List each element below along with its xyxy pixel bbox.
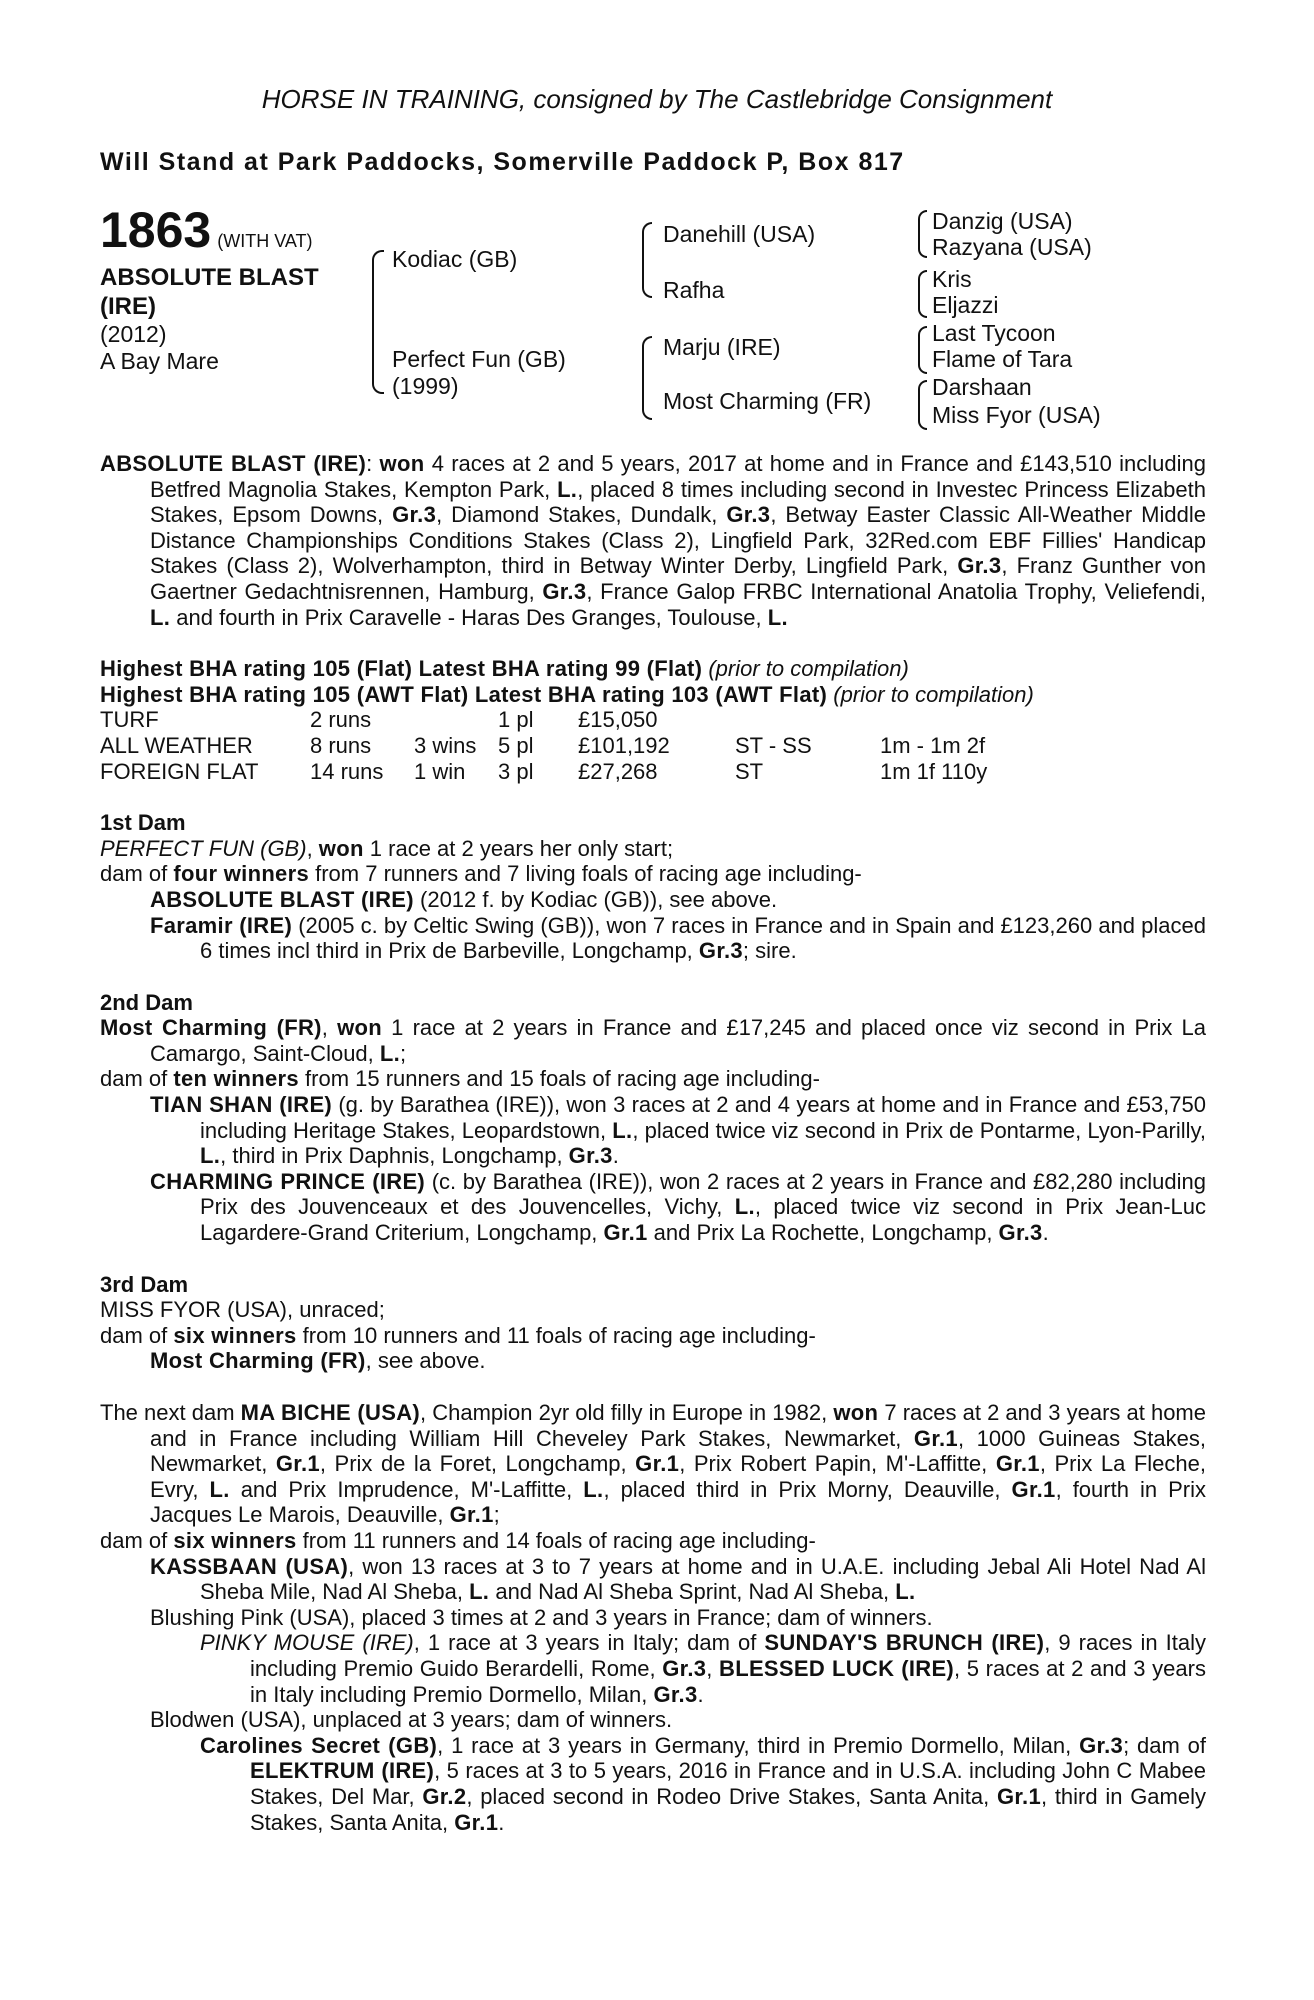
pedigree-bracket — [642, 222, 652, 298]
stand-location: Will Stand at Park Paddocks, Somerville Paddock P, Box 817 — [100, 148, 905, 176]
dam1-offspring: ABSOLUTE BLAST (IRE) (2012 f. by Kodiac (GB)), see above. — [150, 886, 778, 912]
pedigree-bracket — [918, 380, 927, 430]
next-dam-offspring: Blushing Pink (USA), placed 3 times at 2 and 3 years in France; dam of winners. — [150, 1604, 933, 1630]
pedigree-bracket — [642, 336, 652, 420]
dam2-offspring: CHARMING PRINCE (IRE) (c. by Barathea (IRE)), won 2 races at 2 years in France and £82,280 including Prix des Jouvenceaux et des Jouvencelles, Vichy, L., placed twice viz second in Prix Jean-Luc Lagardere-Grand Criterium, Longchamp, Gr.1 and Prix La Rochette, Longchamp, Gr.3. — [150, 1168, 1206, 1246]
pedigree-bracket — [918, 326, 927, 374]
race-record: ABSOLUTE BLAST (IRE): won 4 races at 2 and 5 years, 2017 at home and in France and £143,510 including Betfred Magnolia Stakes, Kempton Park, L., placed 8 times including second in Investec Princess Elizabeth Stakes, Epsom Downs, Gr.3, Diamond Stakes, Dundalk, Gr.3, Betway Easter Classic All-Weather Middle Distance Championships Conditions Stakes (Class 2), Lingfield Park, 32Red.com EBF Fillies' Handicap Stakes (Class 2), Wolverhampton, third in Betway Winter Derby, Lingfield Park, Gr.3, Franz Gunther von Gaertner Gedachtnisrennen, Hamburg, Gr.3, France Galop FRBC International Anatolia Trophy, Veliefendi, L. and fourth in Prix Caravelle - Haras Des Granges, Toulouse, L. — [100, 451, 1206, 630]
pedigree-sire: Kodiac (GB) — [392, 246, 518, 272]
dam2-record: Most Charming (FR), won 1 race at 2 years in France and £17,245 and placed once viz second in Prix La Camargo, Saint-Cloud, L.; — [100, 1015, 1206, 1066]
dam2-offspring: TIAN SHAN (IRE) (g. by Barathea (IRE)), won 3 races at 2 and 4 years at home and in France and £53,750 including Heritage Stakes, Leopardstown, L., placed twice viz second in Prix de Pontarme, Lyon-Parilly, L., third in Prix Daphnis, Longchamp, Gr.3. — [150, 1092, 1207, 1169]
horse-name: ABSOLUTE BLAST (IRE) — [100, 264, 319, 320]
dam1-record: PERFECT FUN (GB), won 1 race at 2 years her only start; — [100, 835, 674, 861]
pedigree-bracket — [918, 270, 927, 318]
table-row: FOREIGN FLAT 14 runs 1 win 3 pl £27,268 ST 1m 1f 110y — [100, 758, 988, 784]
next-dam-grandoffspring: Carolines Secret (GB), 1 race at 3 years in Germany, third in Premio Dormello, Milan, Gr.3; dam of ELEKTRUM (IRE), 5 races at 3 to 5 years, 2016 in France and in U.S.A. including John C Mabee Stakes, Del Mar, Gr.2, placed second in Rodeo Drive Stakes, Santa Anita, Gr.1, third in Gamely Stakes, Santa Anita, Gr.1. — [200, 1732, 1207, 1835]
next-dam-grandoffspring: PINKY MOUSE (IRE), 1 race at 3 years in Italy; dam of SUNDAY'S BRUNCH (IRE), 9 races in Italy including Premio Guido Berardelli, Rome, Gr.3, BLESSED LUCK (IRE), 5 races at 2 and 3 years in Italy including Premio Dormello, Milan, Gr.3. — [200, 1630, 1206, 1707]
pedigree-sire-dam: Rafha — [663, 277, 725, 303]
dam2-produce: dam of ten winners from 15 runners and 15 foals of racing age including- — [100, 1066, 820, 1092]
dam2-heading: 2nd Dam — [100, 989, 193, 1015]
pedigree-bracket — [372, 250, 384, 394]
vat-label: (WITH VAT) — [217, 231, 313, 251]
next-dam-offspring: KASSBAAN (USA), won 13 races at 3 to 7 years at home and in U.A.E. including Jebal Ali Hotel Nad Al Sheba Mile, Nad Al Sheba, L. and Nad Al Sheba Sprint, Nad Al Sheba, L. — [150, 1553, 1206, 1605]
pedigree-sss: Danzig (USA) — [932, 208, 1073, 234]
rating-line: Highest BHA rating 105 (AWT Flat) Latest BHA rating 103 (AWT Flat) (prior to compilation) — [100, 681, 1034, 707]
pedigree-sds: Kris — [932, 266, 972, 292]
pedigree-dam-year: (1999) — [392, 373, 459, 399]
pedigree-dss: Last Tycoon — [932, 320, 1056, 346]
pedigree-dds: Darshaan — [932, 374, 1032, 400]
pedigree-sdd: Eljazzi — [932, 292, 999, 318]
dam3-record: MISS FYOR (USA), unraced; — [100, 1297, 385, 1323]
pedigree-sire-sire: Danehill (USA) — [663, 221, 816, 247]
pedigree-dsd: Flame of Tara — [932, 346, 1073, 372]
next-dam-produce: dam of six winners from 11 runners and 14 foals of racing age including- — [100, 1527, 816, 1553]
dam3-heading: 3rd Dam — [100, 1271, 189, 1297]
table-row: TURF 2 runs 1 pl £15,050 — [100, 707, 658, 733]
dam3-produce: dam of six winners from 10 runners and 11 foals of racing age including- — [100, 1322, 816, 1348]
catalogue-body — [100, 451, 1206, 1835]
lot-block — [100, 202, 370, 375]
next-dam-offspring: Blodwen (USA), unplaced at 3 years; dam of winners. — [150, 1707, 673, 1733]
dam1-offspring: Faramir (IRE) (2005 c. by Celtic Swing (GB)), won 7 races in France and in Spain and £123,260 and placed 6 times incl third in Prix de Barbeville, Longchamp, Gr.3; sire. — [150, 912, 1207, 964]
rating-line: Highest BHA rating 105 (Flat) Latest BHA rating 99 (Flat) (prior to compilation) — [100, 656, 909, 682]
pedigree-dam: Perfect Fun (GB) — [392, 346, 566, 372]
dam1-produce: dam of four winners from 7 runners and 7 living foals of racing age including- — [100, 861, 862, 887]
horse-year: (2012) — [100, 321, 167, 347]
horse-description: A Bay Mare — [100, 348, 219, 374]
lot-number: 1863 — [100, 202, 212, 258]
dam3-offspring: Most Charming (FR), see above. — [150, 1348, 486, 1374]
pedigree-ssd: Razyana (USA) — [932, 234, 1092, 260]
form-stats-table — [100, 707, 987, 784]
pedigree-bracket — [918, 210, 927, 258]
pedigree-ddd: Miss Fyor (USA) — [932, 402, 1101, 428]
page-header: HORSE IN TRAINING, consigned by The Castlebridge Consignment — [261, 84, 1053, 114]
next-dam-record: The next dam MA BICHE (USA), Champion 2yr old filly in Europe in 1982, won 7 races at 2 and 3 years at home and in France including William Hill Cheveley Park Stakes, Newmarket, Gr.1, 1000 Guineas Stakes, Newmarket, Gr.1, Prix de la Foret, Longchamp, Gr.1, Prix Robert Papin, M'-Laffitte, Gr.1, Prix La Fleche, Evry, L. and Prix Imprudence, M'-Laffitte, L., placed third in Prix Morny, Deauville, Gr.1, fourth in Prix Jacques Le Marois, Deauville, Gr.1; — [100, 1400, 1207, 1528]
pedigree-dam-sire: Marju (IRE) — [663, 334, 781, 360]
table-row: ALL WEATHER 8 runs 3 wins 5 pl £101,192 ST - SS 1m - 1m 2f — [100, 732, 986, 758]
dam1-heading: 1st Dam — [100, 810, 186, 836]
pedigree-dam-dam: Most Charming (FR) — [663, 388, 872, 414]
